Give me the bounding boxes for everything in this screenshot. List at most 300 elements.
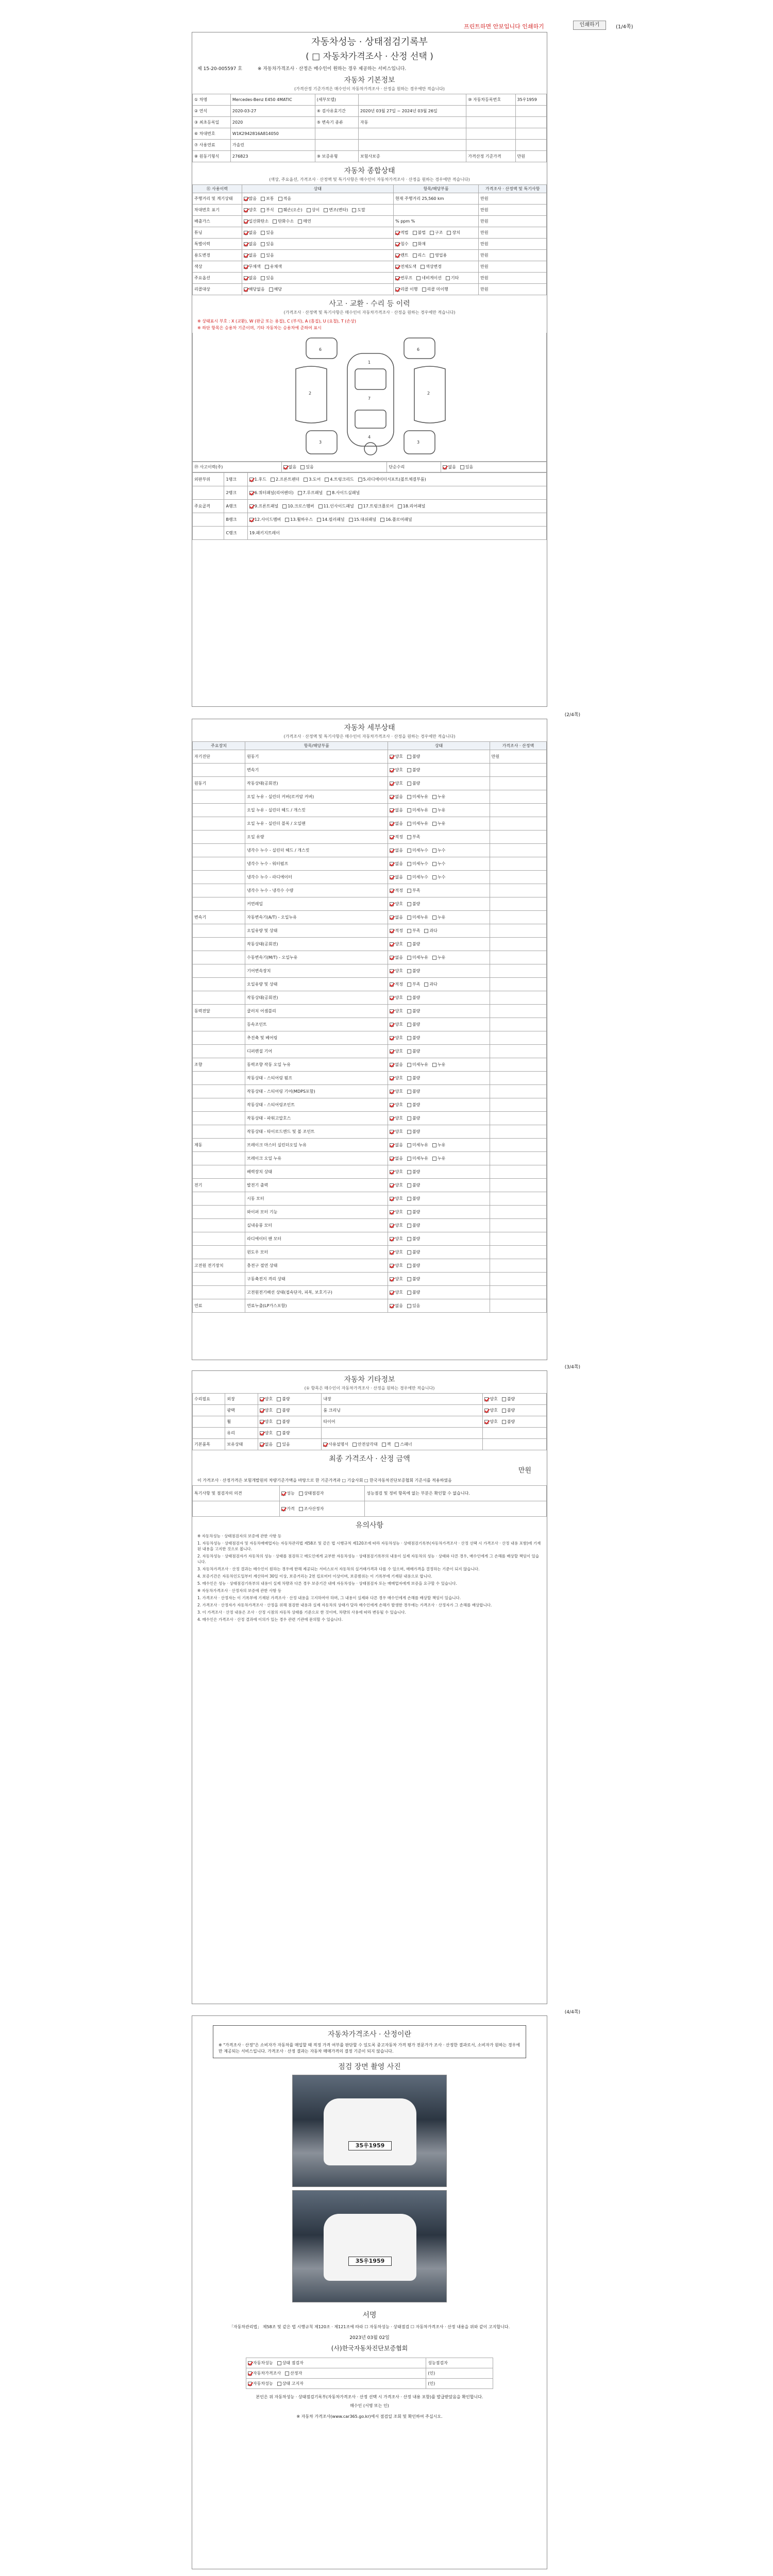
table-cell — [490, 1179, 546, 1192]
checkbox-icon — [358, 504, 362, 509]
checkbox-icon — [390, 795, 394, 799]
table-cell — [242, 193, 393, 205]
table-cell — [490, 924, 546, 938]
table-cell — [193, 1018, 245, 1031]
table-cell — [490, 1018, 546, 1031]
table-cell: 브레이크 오일 누유 — [245, 1152, 388, 1165]
table-cell — [490, 1286, 546, 1299]
checkbox-icon — [261, 231, 265, 235]
table-header-cell: 가격조사 · 산정액 — [490, 742, 546, 750]
table-cell: 동력조향 작동 오일 누유 — [245, 1058, 388, 1072]
status-title: 자동차 종합상태 — [344, 167, 395, 175]
table-cell — [388, 897, 490, 911]
checkbox-option: 자동차성능 — [248, 2381, 273, 2386]
note-paragraph: 3. 이 가격조사 · 산정 내용은 조사 · 산정 시점의 자동차 상태를 기준으로 한 것이며, 차량의 사용에 따라 변동될 수 있습니다. — [197, 1610, 406, 1615]
detail-row — [193, 1018, 547, 1031]
detail-row — [193, 1192, 547, 1206]
table-cell: 만원 — [479, 227, 547, 239]
checkbox-option: 불량 — [407, 1089, 420, 1094]
table-cell: 오일 누유 - 실린더 커버(로커암 커버) — [245, 790, 388, 804]
frame-row — [193, 500, 547, 513]
checkbox-option: 양호 — [390, 1196, 402, 1201]
table-cell: 작동상태 - 스티어링조인트 — [245, 1098, 388, 1112]
checkbox-option: 산정자 — [285, 2371, 302, 2376]
checkbox-option: 적정 — [390, 888, 402, 893]
table-cell: 실내송풍 모터 — [245, 1219, 388, 1232]
checkbox-icon — [299, 1492, 303, 1496]
checkbox-option: 양호 — [390, 942, 402, 946]
sign-date: 2023년 03월 02일 — [349, 2335, 390, 2341]
checkbox-option: 불량 — [407, 1049, 420, 1054]
table-cell — [490, 1273, 546, 1286]
checkbox-icon — [407, 1224, 411, 1228]
checkbox-option: 불량 — [407, 1263, 420, 1268]
table-cell: 가솔린 — [230, 140, 315, 151]
table-header-cell: 항목/해당부품 — [394, 185, 479, 193]
footer-note: ※ 자동차 가격조사(www.car365.go.kr)에서 점검일 조회 및 확인하여 주십시오. — [296, 2414, 443, 2419]
basic-info-row — [193, 151, 547, 162]
table-cell — [258, 1394, 322, 1405]
table-cell — [193, 1501, 280, 1517]
checkbox-icon — [390, 1304, 394, 1308]
table-cell: ② 연식 — [193, 106, 231, 117]
checkbox-icon — [318, 504, 323, 509]
table-cell — [388, 1273, 490, 1286]
checkbox-option: 불법 — [413, 230, 426, 235]
frame-row — [193, 486, 547, 500]
checkbox-option: 과다 — [424, 982, 437, 987]
checkbox-icon — [502, 1409, 506, 1413]
checkbox-icon — [298, 491, 302, 495]
checkbox-option: 양호 — [390, 1009, 402, 1013]
checkbox-option: 양호 — [390, 1250, 402, 1255]
table-cell — [193, 1152, 245, 1165]
table-cell — [315, 140, 358, 151]
serial-prefix: 제 — [197, 66, 202, 72]
signature-row — [246, 2368, 493, 2379]
table-cell: A랭크 — [224, 500, 247, 513]
page-1 — [192, 32, 547, 707]
table-cell — [490, 1206, 546, 1219]
table-cell: 만원 — [479, 205, 547, 216]
checkbox-option: 누유 — [432, 915, 445, 920]
checkbox-option: 없음 — [390, 1143, 402, 1147]
checkbox-icon — [502, 1420, 506, 1424]
detail-row — [193, 1232, 547, 1246]
table-cell — [394, 273, 479, 284]
checkbox-option: 양호 — [390, 969, 402, 973]
table-cell — [258, 1428, 322, 1439]
detail-title: 자동차 세부상태 — [344, 724, 395, 732]
checkbox-icon — [407, 1130, 411, 1134]
detail-row — [193, 764, 547, 777]
checkbox-icon — [244, 287, 248, 292]
checkbox-icon — [432, 808, 436, 812]
frame-row — [193, 527, 547, 540]
checkbox-option: 영업용 — [430, 253, 447, 258]
detail-row — [193, 1058, 547, 1072]
svg-text:6: 6 — [319, 347, 322, 352]
checkbox-option: 없음 — [390, 1156, 402, 1161]
table-cell: 외장 — [225, 1394, 258, 1405]
table-cell: 유리 — [225, 1428, 258, 1439]
checkbox-option: 양호 — [390, 1183, 402, 1188]
checkbox-option: 누유 — [432, 1062, 445, 1067]
checkbox-option: 양호 — [260, 1397, 273, 1401]
checkbox-icon — [407, 1291, 411, 1295]
table-cell — [483, 1405, 547, 1416]
table-cell — [490, 1299, 546, 1313]
table-cell — [193, 1125, 245, 1139]
table-cell — [490, 1165, 546, 1179]
table-cell: 변속기 — [245, 764, 388, 777]
checkbox-icon — [443, 465, 447, 469]
checkbox-option: 스패너 — [395, 1442, 412, 1447]
price-banner-title: 자동차가격조사 · 산정이란 — [327, 2030, 412, 2039]
checkbox-option: 양호 — [390, 1076, 402, 1080]
checkbox-option: 누유 — [432, 1156, 445, 1161]
checkbox-icon — [244, 253, 248, 258]
table-cell: 보유상태 — [225, 1439, 258, 1450]
checkbox-icon — [407, 1116, 411, 1121]
other-info-row — [193, 1428, 547, 1439]
table-cell — [193, 1416, 225, 1428]
table-cell: 주행거리 및 계기상태 — [193, 193, 242, 205]
checkbox-option: 없음 — [443, 465, 456, 469]
checkbox-icon — [390, 1023, 394, 1027]
table-cell — [490, 978, 546, 991]
checkbox-icon — [407, 835, 411, 839]
checkbox-option: 불량 — [407, 942, 420, 946]
table-cell — [388, 1098, 490, 1112]
checkbox-option: 누수 — [432, 848, 445, 853]
checkbox-icon — [390, 862, 394, 866]
table-cell — [388, 1072, 490, 1085]
checkbox-icon — [277, 1420, 281, 1424]
signature-table — [246, 2358, 493, 2389]
table-header-cell: 항목/해당부품 — [245, 742, 388, 750]
checkbox-option: 색상변경 — [421, 264, 442, 269]
checkbox-icon — [248, 2361, 252, 2365]
table-cell — [490, 1125, 546, 1139]
signature-row — [246, 2358, 493, 2368]
checkbox-option: 8.사이드실패널 — [327, 490, 360, 495]
checkbox-icon — [323, 1443, 327, 1447]
checkbox-option: 불량 — [277, 1397, 290, 1401]
checkbox-option: 양호 — [390, 1210, 402, 1214]
checkbox-icon — [273, 219, 277, 224]
checkbox-option: 14.필러패널 — [317, 517, 345, 522]
detail-row — [193, 1139, 547, 1152]
checkbox-option: 있음 — [261, 253, 274, 258]
checkbox-icon — [285, 2371, 289, 2376]
checkbox-option: 없음 — [390, 861, 402, 866]
table-cell — [490, 871, 546, 884]
checkbox-option: 불량 — [277, 1408, 290, 1413]
checkbox-icon — [407, 1183, 411, 1188]
checkbox-option: 양호 — [390, 1049, 402, 1054]
table-cell: 만원 — [479, 250, 547, 261]
checkbox-icon — [390, 849, 394, 853]
table-cell — [483, 1439, 547, 1450]
checkbox-icon — [484, 1420, 489, 1424]
checkbox-icon — [390, 956, 394, 960]
table-cell — [490, 1005, 546, 1018]
table-cell — [242, 239, 393, 250]
checkbox-icon — [432, 1143, 436, 1147]
checkbox-option: 과다 — [424, 928, 437, 933]
table-cell: 커먼레일 — [245, 897, 388, 911]
table-cell — [483, 1394, 547, 1405]
table-cell — [490, 911, 546, 924]
status-row — [193, 216, 547, 227]
table-header-cell: 주요장치 — [193, 742, 245, 750]
checkbox-icon — [407, 1049, 411, 1054]
table-cell: 연료누출(LP가스포함) — [245, 1299, 388, 1313]
basic-info-row — [193, 128, 547, 140]
checkbox-option: 양호 — [390, 1116, 402, 1121]
table-cell — [490, 844, 546, 857]
checkbox-icon — [324, 208, 328, 212]
table-cell — [193, 964, 245, 978]
basic-info-note: (가격산정 기준가격은 매수인이 자동차가격조사 · 산정을 원하는 경우에만 적습니다) — [294, 87, 445, 91]
table-cell: 내장 — [322, 1394, 483, 1405]
checkbox-icon — [261, 208, 265, 212]
table-cell — [490, 1219, 546, 1232]
company-name: (사)한국자동차진단보증협회 — [331, 2345, 408, 2352]
table-cell — [193, 924, 245, 938]
checkbox-option: 17.트렁크플로어 — [358, 504, 394, 509]
status-note: (색상, 주요옵션, 가격조사 · 산정액 및 특기사항은 매수인이 자동차가격조사 · 산정을 원하는 경우에만 적습니다) — [269, 177, 470, 182]
checkbox-option: 렌트 — [395, 253, 408, 258]
detail-row — [193, 978, 547, 991]
table-cell — [281, 462, 387, 472]
checkbox-icon — [390, 755, 394, 759]
table-cell — [193, 884, 245, 897]
checkbox-option: 미세누수 — [407, 861, 428, 866]
checkbox-option: 누유 — [432, 1143, 445, 1147]
serial-number: 15-20-005597 — [203, 66, 237, 72]
checkbox-icon — [277, 2361, 281, 2365]
checkbox-icon — [260, 1420, 264, 1424]
checkbox-icon — [261, 276, 265, 280]
table-cell — [388, 790, 490, 804]
table-cell — [193, 1428, 225, 1439]
table-cell: 고전원 전기장치 — [193, 1259, 245, 1273]
checkbox-option: 18.리어패널 — [398, 504, 426, 509]
checkbox-icon — [421, 265, 425, 269]
table-cell — [388, 938, 490, 951]
checkbox-option: 적정 — [390, 982, 402, 987]
checkbox-option: 침수 — [395, 242, 408, 246]
checkbox-option: 10.크로스멤버 — [282, 504, 314, 509]
table-cell: 수동변속기(M/T) - 오일누유 — [245, 951, 388, 964]
table-cell — [515, 106, 546, 117]
table-cell — [388, 1219, 490, 1232]
table-cell — [388, 1112, 490, 1125]
checkbox-option: 상태점검자 — [299, 1491, 324, 1496]
table-cell — [193, 764, 245, 777]
table-cell: 만원 — [479, 239, 547, 250]
other-info-title: 자동차 기타정보 — [344, 1376, 395, 1384]
detail-row — [193, 1286, 547, 1299]
other-info-row — [193, 1416, 547, 1428]
table-cell — [193, 804, 245, 817]
checkbox-icon — [460, 465, 464, 469]
checkbox-option: 리스 — [413, 253, 426, 258]
checkbox-option: 불량 — [407, 1129, 420, 1134]
detail-row — [193, 1206, 547, 1219]
detail-row — [193, 817, 547, 831]
car-diagram-svg — [193, 333, 547, 462]
table-cell — [490, 790, 546, 804]
sign-title: 서명 — [362, 2311, 377, 2319]
checkbox-icon — [300, 465, 305, 469]
checkbox-option: 없음 — [244, 230, 257, 235]
checkbox-icon — [395, 265, 399, 269]
checkbox-icon — [327, 491, 331, 495]
table-cell — [388, 1299, 490, 1313]
checkbox-icon — [446, 276, 450, 280]
checkbox-option: 불량 — [407, 1210, 420, 1214]
table-cell: 작동상태(공회전) — [245, 938, 388, 951]
table-cell — [490, 1152, 546, 1165]
checkbox-option: 양호 — [390, 1223, 402, 1228]
table-cell: 작동상태 - 스티어링 기어(MDPS포함) — [245, 1085, 388, 1098]
inspection-photo-front — [292, 2075, 447, 2187]
checkbox-option: 상태 점검자 — [277, 2361, 304, 2365]
checkbox-icon — [298, 219, 302, 224]
table-cell — [490, 1232, 546, 1246]
print-notice: 프린트하면 안보입니다 인쇄하기 — [464, 23, 544, 30]
note-paragraph: 5. 매수인은 성능 · 상태점검기록부의 내용이 실제 차량과 다른 경우 보증기간 내에 자동차성능 · 상태점검자 또는 매매업자에게 보증을 요구할 수 있습니다. — [197, 1581, 457, 1586]
table-cell: 충전구 절연 상태 — [245, 1259, 388, 1273]
detail-row — [193, 1005, 547, 1018]
table-cell: 냉각수 누수 - 냉각수 수량 — [245, 884, 388, 897]
checkbox-option: 불량 — [407, 1009, 420, 1013]
document-subtitle: ( □ 자동차가격조사 · 산정 선택 ) — [306, 52, 433, 62]
status-row — [193, 227, 547, 239]
checkbox-icon — [395, 276, 399, 280]
checkbox-option: 양호 — [390, 1236, 402, 1241]
car-front-shape — [324, 2098, 416, 2165]
frame-row — [193, 473, 547, 486]
table-cell: 19.패키지트레이 — [247, 527, 546, 540]
checkbox-option: 있음 — [261, 242, 274, 246]
checkbox-icon — [390, 982, 394, 987]
checkbox-option: 누유 — [432, 808, 445, 812]
table-cell — [193, 1219, 245, 1232]
checkbox-icon — [407, 875, 411, 879]
checkbox-option: 불량 — [407, 1103, 420, 1107]
checkbox-option: 양호 — [390, 1036, 402, 1040]
checkbox-icon — [407, 1009, 411, 1013]
table-cell: 차대번호 표기 — [193, 205, 242, 216]
note-paragraph: 4. 매수인은 가격조사 · 산정 결과에 이의가 있는 경우 관련 기관에 문의할 수 있습니다. — [197, 1617, 343, 1622]
table-cell — [193, 951, 245, 964]
checkbox-icon — [390, 1009, 394, 1013]
checkbox-option: 유채색 — [265, 264, 282, 269]
table-cell — [242, 250, 393, 261]
issuer-row — [193, 1501, 547, 1517]
checkbox-icon — [407, 1090, 411, 1094]
table-cell — [490, 1058, 546, 1072]
checkbox-icon — [407, 768, 411, 772]
svg-text:7: 7 — [368, 396, 371, 401]
checkbox-icon — [390, 782, 394, 786]
table-cell: ⑲ 사고이력(주) — [193, 462, 282, 472]
table-cell — [193, 486, 224, 500]
checkbox-icon — [390, 1090, 394, 1094]
table-cell — [388, 991, 490, 1005]
page-3 — [192, 1370, 547, 2004]
detail-row — [193, 911, 547, 924]
checkbox-option: 미세누유 — [407, 1143, 428, 1147]
table-cell — [193, 831, 245, 844]
table-cell: 주요골격 — [193, 500, 224, 513]
basic-info-row — [193, 117, 547, 128]
table-cell — [193, 1246, 245, 1259]
checkbox-option: 없음 — [390, 955, 402, 960]
checkbox-icon — [260, 1443, 264, 1447]
table-cell — [388, 1058, 490, 1072]
checkbox-icon — [407, 916, 411, 920]
table-cell — [388, 750, 490, 764]
checkbox-icon — [248, 2382, 252, 2386]
table-cell — [490, 964, 546, 978]
checkbox-icon — [447, 231, 451, 235]
table-cell — [388, 844, 490, 857]
table-cell — [388, 1246, 490, 1259]
detail-row — [193, 964, 547, 978]
table-cell: 성능점검 및 정비 항목에 없는 부분은 확인할 수 없습니다. — [365, 1486, 547, 1501]
checkbox-icon — [432, 1063, 436, 1067]
table-cell — [490, 1031, 546, 1045]
table-cell: 현재 주행거리 25,560 km — [394, 193, 479, 205]
checkbox-icon — [407, 996, 411, 1000]
checkbox-icon — [390, 808, 394, 812]
table-cell: 연료 — [193, 1299, 245, 1313]
checkbox-icon — [395, 242, 399, 246]
checkbox-icon — [390, 1130, 394, 1134]
detail-row — [193, 938, 547, 951]
other-info-row — [193, 1394, 547, 1405]
checkbox-option: 훼손(오손) — [278, 208, 303, 212]
checkbox-option: 불량 — [407, 1223, 420, 1228]
detail-row — [193, 1031, 547, 1045]
table-cell: ⑧ 원동기형식 — [193, 151, 231, 162]
table-header-cell: ⑪ 사용이력 — [193, 185, 242, 193]
checkbox-option: 해당 — [269, 287, 282, 292]
svg-text:4: 4 — [368, 435, 371, 439]
receipt-text: 본인은 위 자동차성능 · 상태점검기록부(자동차가격조사 · 산정 선택 시 가격조사 · 산정 내용 포함)를 발급받았음을 확인합니다. — [256, 2395, 483, 2399]
detail-row — [193, 857, 547, 871]
page-2-indicator: (2/4쪽) — [564, 713, 580, 718]
checkbox-icon — [352, 208, 356, 212]
checkbox-option: 부족 — [407, 928, 420, 933]
issuer-row — [193, 1486, 547, 1501]
checkbox-icon — [283, 465, 288, 469]
print-button[interactable]: 인쇄하기 — [573, 21, 606, 30]
checkbox-option: 누유 — [432, 955, 445, 960]
detail-row — [193, 1112, 547, 1125]
table-cell: 냉각수 누수 - 워터펌프 — [245, 857, 388, 871]
table-cell: 구동축전지 격리 상태 — [245, 1273, 388, 1286]
checkbox-icon — [407, 1197, 411, 1201]
checkbox-option: 양호 — [260, 1408, 273, 1413]
checkbox-icon — [282, 504, 287, 509]
table-cell: 2랭크 — [224, 486, 247, 500]
